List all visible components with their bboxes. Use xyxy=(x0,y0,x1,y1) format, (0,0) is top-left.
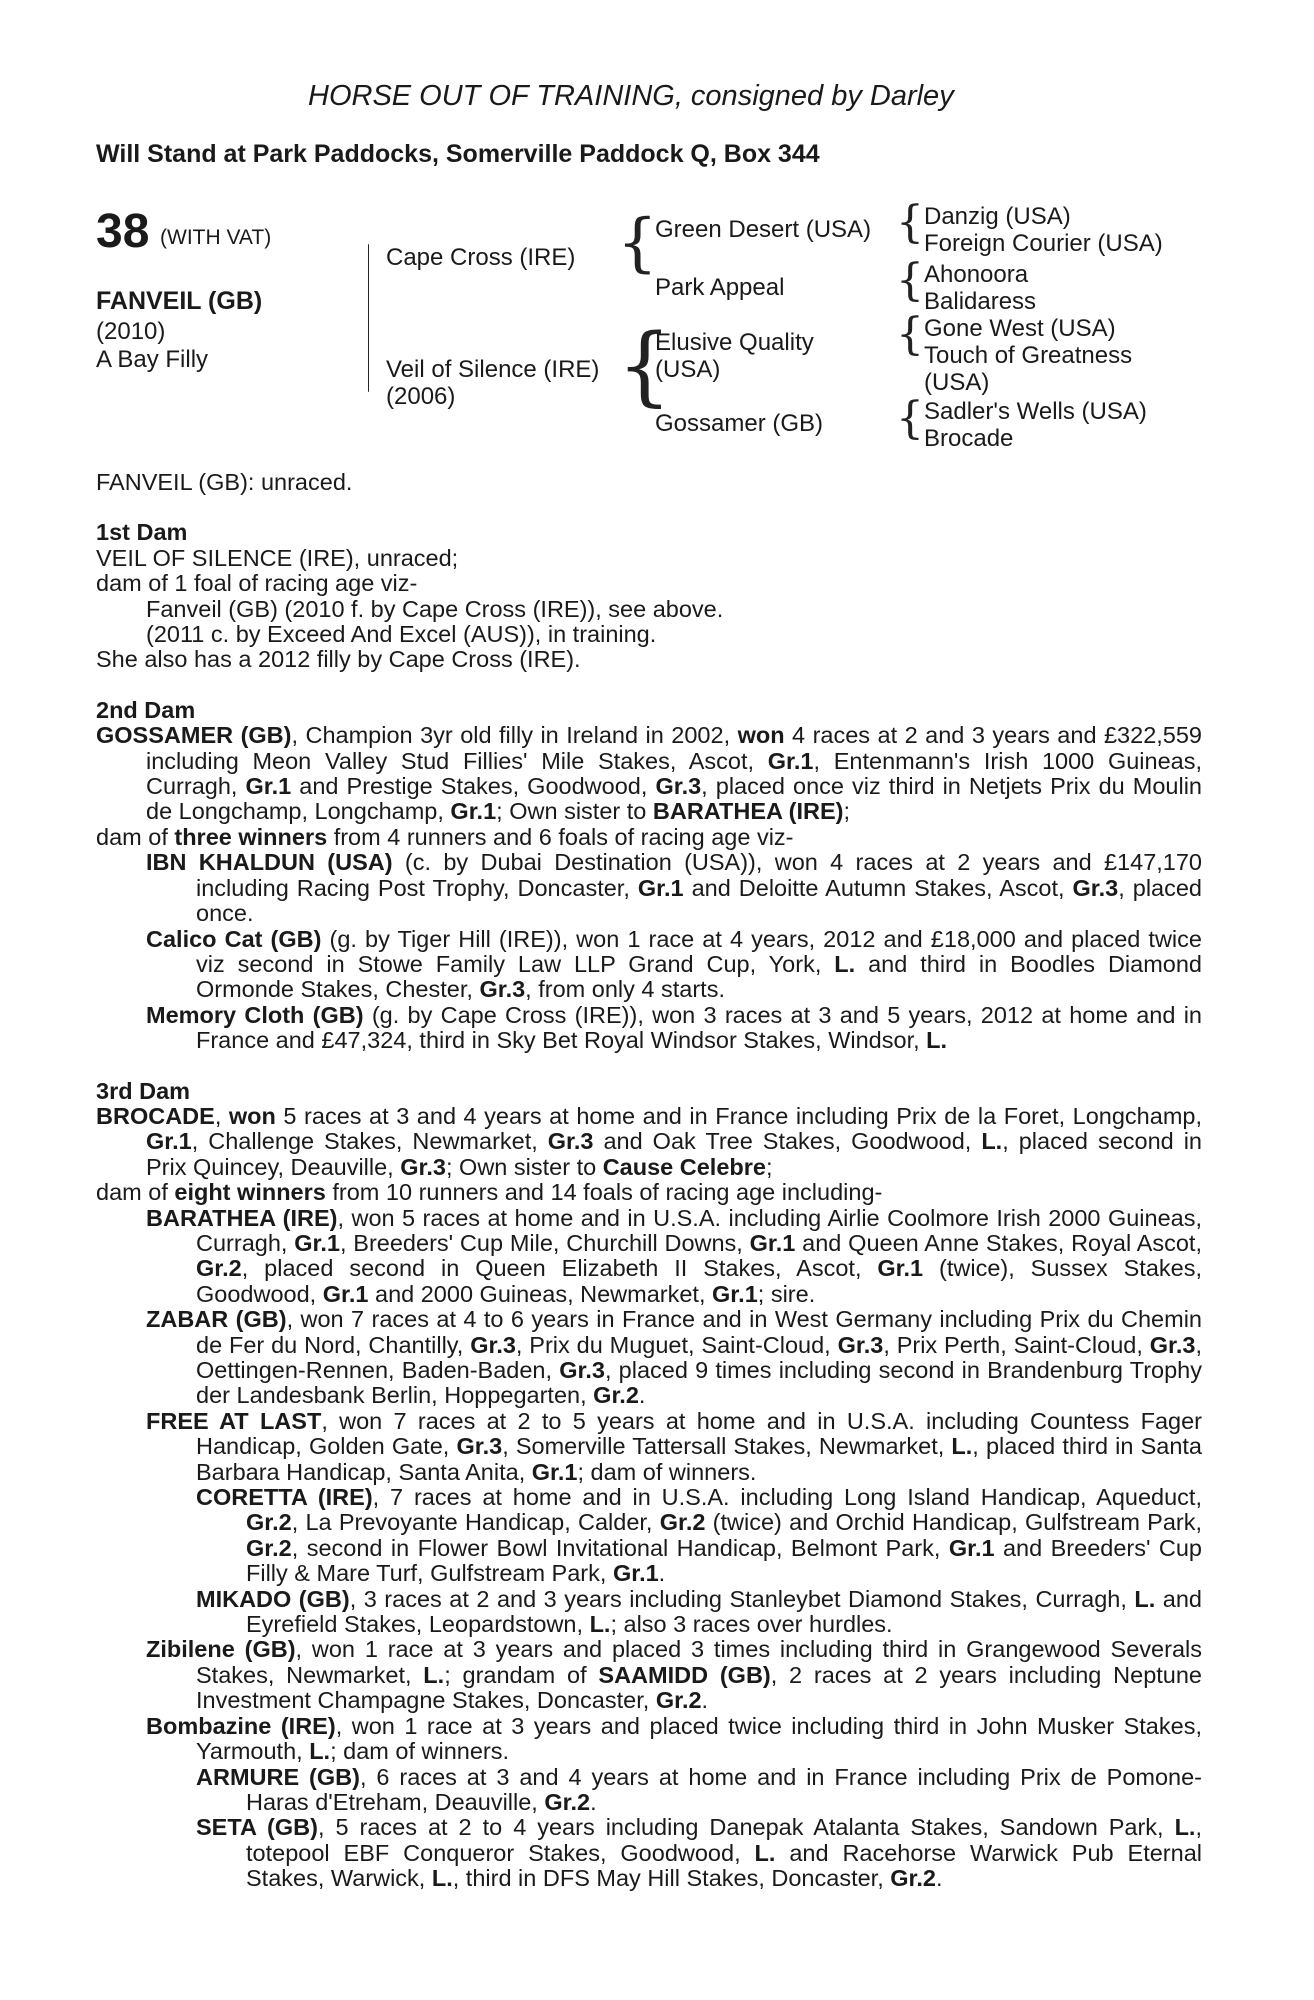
horse-year: (2010) xyxy=(96,318,166,345)
first-dam-line: (2011 c. by Exceed And Excel (AUS)), in training. xyxy=(146,621,657,648)
vat-note: (WITH VAT) xyxy=(160,226,272,249)
entry-armure: ARMURE (GB), 6 races at 3 and 4 years at home and in France including Prix de Pomone- Haras d'Etreham, Deauville, Gr.2. xyxy=(196,1763,1202,1815)
pedigree-bracket: { xyxy=(617,206,658,280)
grandsire-7: Sadler's Wells (USA) xyxy=(924,398,1147,425)
page-title: HORSE OUT OF TRAINING, consigned by Darley xyxy=(308,80,954,112)
third-dam-heading: 3rd Dam xyxy=(96,1077,191,1104)
entry-free-at-last: FREE AT LAST, won 7 races at 2 to 5 years at home and in U.S.A. including Countess Fager Handicap, Golden Gate, Gr.3, Somerville Tattersall Stakes, Newmarket, L., placed third in Santa Barbara Handicap, Santa Anita, Gr.1; dam of winners. xyxy=(146,1407,1202,1485)
first-dam-line: Fanveil (GB) (2010 f. by Cape Cross (IRE)), see above. xyxy=(146,595,724,622)
dam-sire-line1: Elusive Quality xyxy=(655,329,814,356)
pedigree-bracket xyxy=(368,244,369,392)
entry-seta: SETA (GB), 5 races at 2 to 4 years including Danepak Atalanta Stakes, Sandown Park, L., totepool EBF Conqueror Stakes, Goodwood, L. and Racehorse Warwick Pub Eternal Stakes, Warwick, L., third in DFS May Hill Stakes, Doncaster, Gr.2. xyxy=(196,1814,1202,1892)
grandsire-8: Brocade xyxy=(924,425,1014,452)
race-summary: FANVEIL (GB): unraced. xyxy=(96,469,353,495)
grandsire-1: Danzig (USA) xyxy=(924,203,1071,230)
entry-zabar: ZABAR (GB), won 7 races at 4 to 6 years in France and in West Germany including Prix du Chemin de Fer du Nord, Chantilly, Gr.3, Prix du Muguet, Saint-Cloud, Gr.3, Prix Perth, Saint-Cloud, Gr.3, Oettingen-Rennen, Baden-Baden, Gr.3, placed 9 times including second in Brandenburg Trophy der Landesbank Berlin, Hoppegarten, Gr.2. xyxy=(146,1306,1203,1409)
entry-gossamer: GOSSAMER (GB), Champion 3yr old filly in Ireland in 2002, won 4 races at 2 and 3 years and £322,559 including Meon Valley Stud Fillies' Mile Stakes, Ascot, Gr.1, Entenmann's Irish 1000 Guineas, Curragh, Gr.1 and Prestige Stakes, Goodwood, Gr.3, placed once viz third in Netjets Prix du Moulin de Longchamp, Longchamp, Gr.1; Own sister to BARATHEA (IRE); xyxy=(96,722,1203,825)
grandsire-2: Foreign Courier (USA) xyxy=(924,230,1163,257)
dam-sire-line2: (USA) xyxy=(655,356,721,383)
grandsire-3: Ahonoora xyxy=(924,261,1029,288)
entry-brocade: BROCADE, won 5 races at 3 and 4 years at home and in France including Prix de la Foret, Longchamp, Gr.1, Challenge Stakes, Newmarket, Gr.3 and Oak Tree Stakes, Goodwood, L., placed second in Prix Quincey, Deauville, Gr.3; Own sister to Cause Celebre; xyxy=(96,1102,1203,1180)
horse-description: A Bay Filly xyxy=(96,346,209,373)
sire: Cape Cross (IRE) xyxy=(386,244,576,271)
dam-line2: (2006) xyxy=(386,383,456,410)
grandsire-5: Gone West (USA) xyxy=(924,315,1116,342)
grandsire-4: Balidaress xyxy=(924,288,1037,315)
entry-barathea: BARATHEA (IRE), won 5 races at home and in U.S.A. including Airlie Coolmore Irish 2000 Guineas, Curragh, Gr.1, Breeders' Cup Mile, Churchill Downs, Gr.1 and Queen Anne Stakes, Royal Ascot, Gr.2, placed second in Queen Elizabeth II Stakes, Ascot, Gr.1 (twice), Sussex Stakes, Goodwood, Gr.1 and 2000 Guineas, Newmarket, Gr.1; sire. xyxy=(146,1204,1203,1307)
sire-sire: Green Desert (USA) xyxy=(655,216,872,243)
dam-line1: Veil of Silence (IRE) xyxy=(386,356,600,383)
dam-of-line: dam of three winners from 4 runners and 6 foals of racing age viz- xyxy=(96,823,794,850)
pedigree-bracket: { xyxy=(896,197,924,248)
pedigree-bracket: { xyxy=(896,255,924,306)
entry-coretta: CORETTA (IRE), 7 races at home and in U.S.A. including Long Island Handicap, Aqueduct, Gr.2, La Prevoyante Handicap, Calder, Gr.2 (twice) and Orchid Handicap, Gulfstream Park, Gr.2, second in Flower Bowl Invitational Handicap, Belmont Park, Gr.1 and Breeders' Cup Filly & Mare Turf, Gulfstream Park, Gr.1. xyxy=(196,1484,1202,1587)
first-dam-line: VEIL OF SILENCE (IRE), unraced; xyxy=(96,544,459,571)
grandsire-6-line1: Touch of Greatness xyxy=(924,342,1133,369)
entry-ibn-khaldun: IBN KHALDUN (USA) (c. by Dubai Destination (USA)), won 4 races at 2 years and £147,170 including Racing Post Trophy, Doncaster, Gr.1 and Deloitte Autumn Stakes, Ascot, Gr.3, placed once. xyxy=(146,849,1203,927)
horse-name: FANVEIL (GB) xyxy=(96,287,263,315)
first-dam-line: She also has a 2012 filly by Cape Cross (IRE). xyxy=(96,646,581,673)
stand-location: Will Stand at Park Paddocks, Somerville Paddock Q, Box 344 xyxy=(96,140,820,168)
dam-dam: Gossamer (GB) xyxy=(655,410,824,437)
sire-dam: Park Appeal xyxy=(655,274,785,301)
entry-calico-cat: Calico Cat (GB) (g. by Tiger Hill (IRE)), won 1 race at 4 years, 2012 and £18,000 and placed twice viz second in Stowe Family Law LLP Grand Cup, York, L. and third in Boodles Diamond Ormonde Stakes, Chester, Gr.3, from only 4 starts. xyxy=(146,925,1202,1003)
second-dam-heading: 2nd Dam xyxy=(96,696,196,723)
entry-memory-cloth: Memory Cloth (GB) (g. by Cape Cross (IRE)), won 3 races at 3 and 5 years, 2012 at home and in France and £47,324, third in Sky Bet Royal Windsor Stakes, Windsor, L. xyxy=(146,1001,1202,1054)
grandsire-6-line2: (USA) xyxy=(924,369,990,396)
pedigree-bracket: { xyxy=(896,309,924,360)
pedigree-bracket: { xyxy=(617,316,672,416)
lot-number: 38 xyxy=(96,205,150,258)
entry-bombazine: Bombazine (IRE), won 1 race at 3 years and placed twice including third in John Musker Stakes, Yarmouth, L.; dam of winners. xyxy=(146,1712,1202,1765)
first-dam-heading: 1st Dam xyxy=(96,519,188,546)
catalogue-body xyxy=(96,470,1202,1892)
entry-mikado: MIKADO (GB), 3 races at 2 and 3 years including Stanleybet Diamond Stakes, Curragh, L. and Eyrefield Stakes, Leopardstown, L.; also 3 races over hurdles. xyxy=(196,1585,1202,1638)
pedigree-bracket: { xyxy=(896,393,924,444)
dam-of-line: dam of eight winners from 10 runners and 14 foals of racing age including- xyxy=(96,1179,883,1206)
first-dam-line: dam of 1 foal of racing age viz- xyxy=(96,570,418,597)
entry-zibilene: Zibilene (GB), won 1 race at 3 years and placed 3 times including third in Grangewood Severals Stakes, Newmarket, L.; grandam of SAAMIDD (GB), 2 races at 2 years including Neptune Investment Champagne Stakes, Doncaster, Gr.2. xyxy=(146,1636,1203,1714)
